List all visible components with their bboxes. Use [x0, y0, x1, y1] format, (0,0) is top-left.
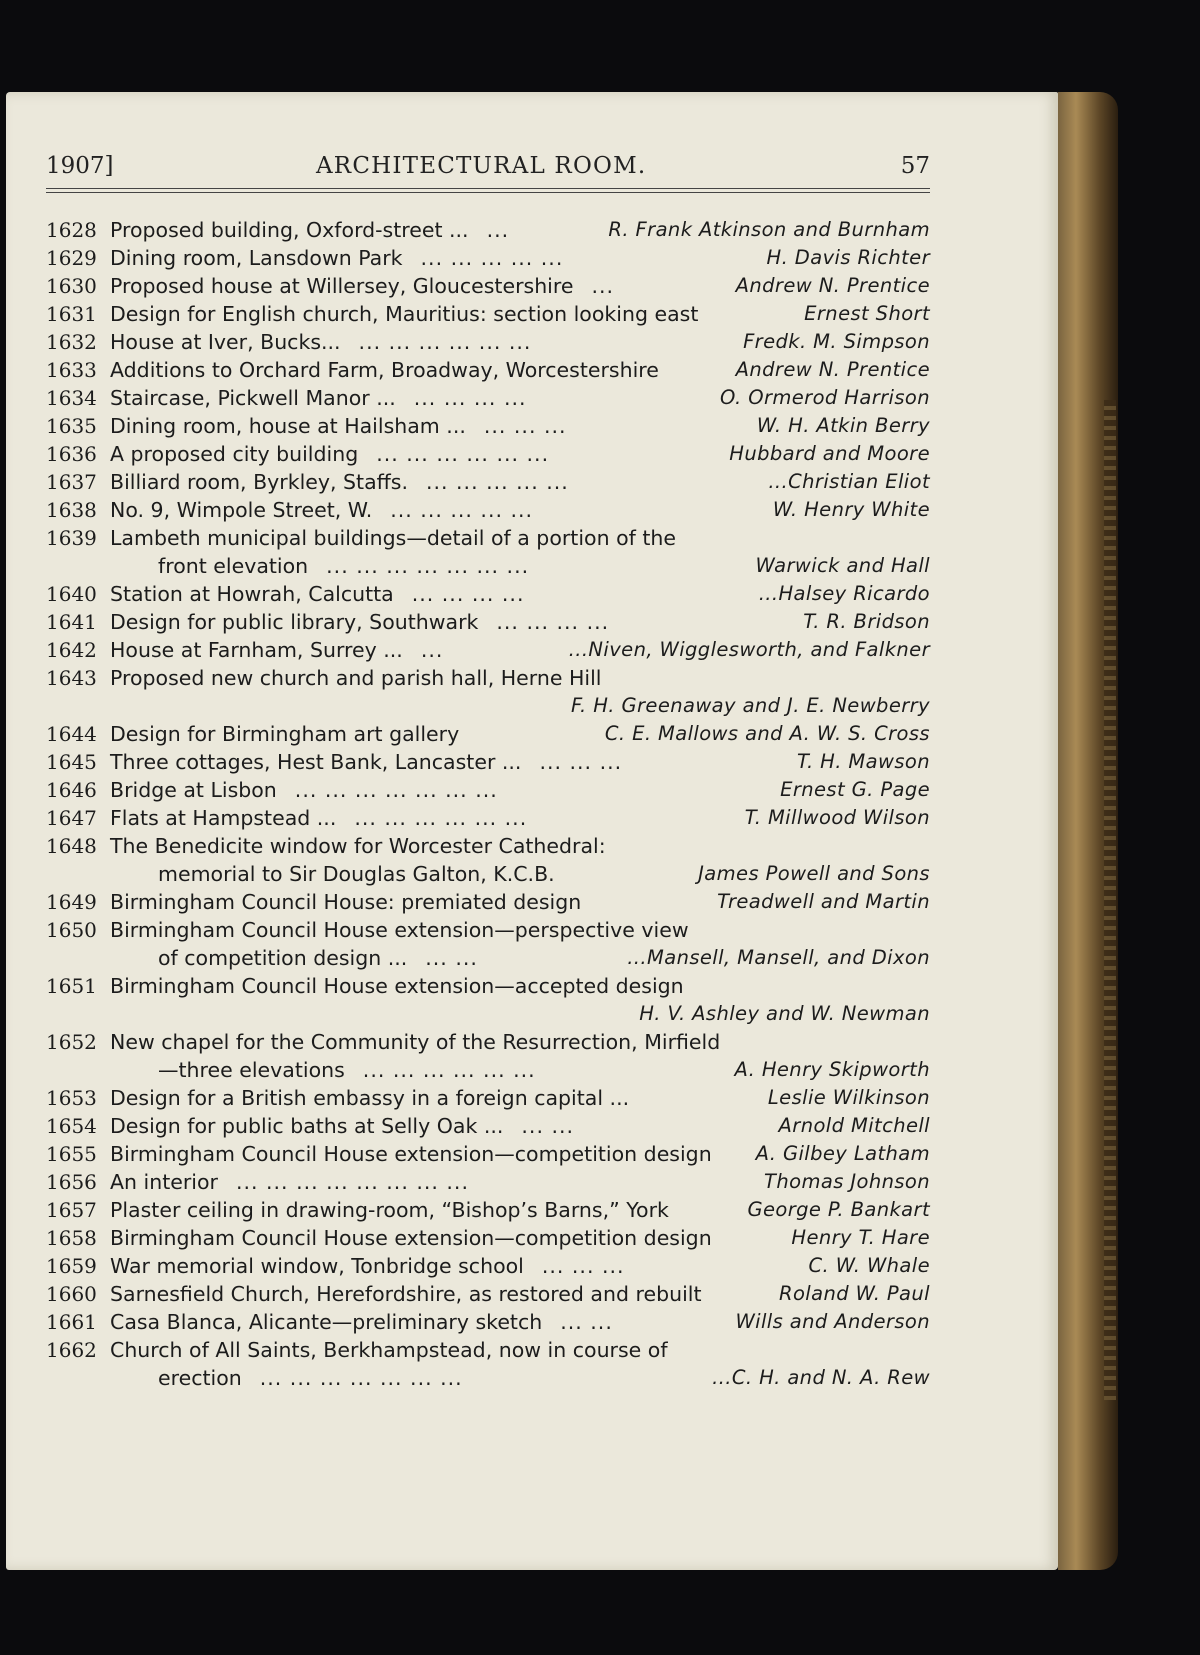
header-rule-top	[46, 188, 930, 189]
catalogue-entries	[46, 216, 930, 1392]
entry-line	[46, 748, 930, 776]
entry-number: 1657	[46, 1198, 97, 1222]
catalogue-entry	[46, 1336, 930, 1392]
entry-line	[46, 524, 930, 552]
entry-number: 1645	[46, 750, 97, 774]
entry-number: 1636	[46, 442, 97, 466]
entry-title: Casa Blanca, Alicante—preliminary sketch	[110, 1310, 543, 1334]
leader-dots: ... ...	[425, 946, 478, 970]
entry-line	[46, 1252, 930, 1280]
catalogue-entry	[46, 412, 930, 440]
entry-line	[46, 1056, 930, 1084]
entry-number: 1646	[46, 778, 97, 802]
artist-name: A. Gilbey Latham	[755, 1142, 930, 1165]
entry-number: 1658	[46, 1226, 97, 1250]
artist-name: T. Millwood Wilson	[744, 806, 930, 829]
entry-title: Birmingham Council House extension—accepted design	[110, 974, 684, 998]
entry-title: Design for a British embassy in a foreign capital ...	[110, 1086, 630, 1110]
entry-line	[46, 1196, 930, 1224]
catalogue-entry	[46, 328, 930, 356]
leader-dots: ... ... ... ...	[413, 386, 527, 410]
artist-name: W. H. Atkin Berry	[756, 414, 930, 437]
entry-title: Sarnesfield Church, Herefordshire, as restored and rebuilt	[110, 1282, 702, 1306]
artist-name: ...C. H. and N. A. Rew	[712, 1366, 930, 1389]
entry-title: Three cottages, Hest Bank, Lancaster ...	[110, 750, 522, 774]
catalogue-entry	[46, 1280, 930, 1308]
artist-name: ...Niven, Wigglesworth, and Falkner	[568, 638, 930, 661]
entry-line	[46, 412, 930, 440]
catalogue-entry	[46, 300, 930, 328]
entry-line	[46, 608, 930, 636]
entry-title: Design for public baths at Selly Oak ...	[110, 1114, 504, 1138]
entry-number: 1631	[46, 302, 97, 326]
entry-title: A proposed city building	[110, 442, 359, 466]
entry-number: 1629	[46, 246, 97, 270]
entry-line	[46, 300, 930, 328]
entry-title: Birmingham Council House: premiated design	[110, 890, 582, 914]
catalogue-entry	[46, 440, 930, 468]
artist-name: F. H. Greenaway and J. E. Newberry	[570, 694, 930, 717]
artist-name: Ernest G. Page	[780, 778, 930, 801]
artist-name: C. E. Mallows and A. W. S. Cross	[604, 722, 930, 745]
artist-name: Warwick and Hall	[755, 554, 930, 577]
artist-name: O. Ormerod Harrison	[720, 386, 930, 409]
artist-name: Ernest Short	[804, 302, 930, 325]
catalogue-entry	[46, 888, 930, 916]
entry-number: 1642	[46, 638, 97, 662]
catalogue-entry	[46, 496, 930, 524]
leader-dots: ... ... ...	[541, 1254, 625, 1278]
artist-name: C. W. Whale	[808, 1254, 930, 1277]
leader-dots: ... ...	[521, 1114, 575, 1138]
entry-number: 1655	[46, 1142, 97, 1166]
artist-name: H. V. Ashley and W. Newman	[639, 1002, 930, 1025]
entry-number: 1662	[46, 1338, 97, 1362]
artist-name: Andrew N. Prentice	[735, 274, 930, 297]
catalogue-entry	[46, 1112, 930, 1140]
catalogue-entry	[46, 356, 930, 384]
catalogue-entry	[46, 216, 930, 244]
entry-title: Billiard room, Byrkley, Staffs.	[110, 470, 408, 494]
entry-title: Dining room, house at Hailsham ...	[110, 414, 466, 438]
leader-dots: ... ... ...	[539, 750, 623, 774]
catalogue-entry	[46, 776, 930, 804]
entry-line	[46, 1168, 930, 1196]
catalogue-entry	[46, 972, 930, 1028]
catalogue-entry	[46, 1028, 930, 1084]
entry-number: 1649	[46, 890, 97, 914]
entry-number: 1632	[46, 330, 97, 354]
leader-dots: ... ... ... ... ... ...	[358, 330, 532, 354]
artist-name: Arnold Mitchell	[778, 1114, 930, 1137]
entry-line	[46, 720, 930, 748]
entry-title: Proposed building, Oxford-street ...	[110, 218, 469, 242]
entry-title: Design for public library, Southwark	[110, 610, 479, 634]
leader-dots: ... ... ... ... ... ...	[376, 442, 550, 466]
entry-line	[46, 496, 930, 524]
entry-number: 1652	[46, 1030, 97, 1054]
entry-line	[46, 1280, 930, 1308]
entry-line	[46, 1028, 930, 1056]
entry-title: memorial to Sir Douglas Galton, K.C.B.	[158, 862, 555, 886]
entry-title: erection	[158, 1366, 242, 1390]
entry-title: No. 9, Wimpole Street, W.	[110, 498, 373, 522]
entry-line	[46, 1112, 930, 1140]
entry-number: 1635	[46, 414, 97, 438]
catalogue-entry	[46, 804, 930, 832]
artist-name: Treadwell and Martin	[717, 890, 930, 913]
leader-dots: ... ... ... ... ... ...	[362, 1058, 536, 1082]
entry-line	[46, 860, 930, 888]
running-head-title: ARCHITECTURAL ROOM.	[316, 153, 647, 179]
entry-number: 1639	[46, 526, 97, 550]
catalogue-entry	[46, 832, 930, 888]
entry-title: House at Iver, Bucks...	[110, 330, 341, 354]
entry-artist-line	[46, 1000, 930, 1028]
entry-line	[46, 888, 930, 916]
entry-title: The Benedicite window for Worcester Cathedral:	[110, 834, 606, 858]
entry-line	[46, 664, 930, 692]
artist-name: James Powell and Sons	[698, 862, 930, 885]
entry-title: Birmingham Council House extension—perspective view	[110, 918, 689, 942]
entry-title: Station at Howrah, Calcutta	[110, 582, 394, 606]
entry-line	[46, 328, 930, 356]
leader-dots: ... ... ... ... ... ... ...	[326, 554, 530, 578]
entry-number: 1651	[46, 974, 97, 998]
entry-number: 1641	[46, 610, 97, 634]
artist-name: T. R. Bridson	[803, 610, 930, 633]
book-spine-texture	[1104, 400, 1116, 1400]
artist-name: Fredk. M. Simpson	[743, 330, 930, 353]
entry-number: 1660	[46, 1282, 97, 1306]
entry-line	[46, 552, 930, 580]
entry-line	[46, 636, 930, 664]
entry-number: 1633	[46, 358, 97, 382]
artist-name: Wills and Anderson	[735, 1310, 930, 1333]
entry-number: 1661	[46, 1310, 97, 1334]
entry-line	[46, 1308, 930, 1336]
artist-name: H. Davis Richter	[766, 246, 930, 269]
entry-artist-line	[46, 692, 930, 720]
entry-title: New chapel for the Community of the Resurrection, Mirfield	[110, 1030, 721, 1054]
entry-number: 1644	[46, 722, 97, 746]
catalogue-entry	[46, 1252, 930, 1280]
entry-title: Birmingham Council House extension—competition design	[110, 1142, 712, 1166]
entry-title: Lambeth municipal buildings—detail of a portion of the	[110, 526, 676, 550]
running-head	[46, 153, 930, 187]
entry-title: of competition design ...	[158, 946, 408, 970]
artist-name: Thomas Johnson	[764, 1170, 930, 1193]
entry-number: 1647	[46, 806, 97, 830]
leader-dots: ...	[486, 218, 510, 242]
entry-line	[46, 972, 930, 1000]
entry-line	[46, 832, 930, 860]
entry-title: War memorial window, Tonbridge school	[110, 1254, 524, 1278]
entry-number: 1643	[46, 666, 97, 690]
entry-line	[46, 1364, 930, 1392]
entry-title: Design for English church, Mauritius: section looking east	[110, 302, 699, 326]
entry-title: House at Farnham, Surrey ...	[110, 638, 403, 662]
entry-line	[46, 440, 930, 468]
catalogue-entry	[46, 748, 930, 776]
leader-dots: ... ... ... ... ...	[425, 470, 569, 494]
entry-number: 1648	[46, 834, 97, 858]
artist-name: A. Henry Skipworth	[734, 1058, 930, 1081]
artist-name: Hubbard and Moore	[729, 442, 930, 465]
artist-name: R. Frank Atkinson and Burnham	[608, 218, 930, 241]
artist-name: Henry T. Hare	[791, 1226, 930, 1249]
catalogue-entry	[46, 524, 930, 580]
catalogue-entry	[46, 1308, 930, 1336]
entry-line	[46, 384, 930, 412]
entry-number: 1654	[46, 1114, 97, 1138]
entry-title: Additions to Orchard Farm, Broadway, Worcestershire	[110, 358, 659, 382]
artist-name: Roland W. Paul	[779, 1282, 930, 1305]
entry-title: Proposed new church and parish hall, Herne Hill	[110, 666, 602, 690]
catalogue-entry	[46, 1196, 930, 1224]
entry-number: 1653	[46, 1086, 97, 1110]
catalogue-entry	[46, 1224, 930, 1252]
artist-name: T. H. Mawson	[796, 750, 930, 773]
entry-number: 1637	[46, 470, 97, 494]
page-number: 57	[900, 153, 930, 179]
entry-line	[46, 580, 930, 608]
leader-dots: ... ... ...	[483, 414, 567, 438]
catalogue-entry	[46, 720, 930, 748]
entry-line	[46, 776, 930, 804]
entry-title: front elevation	[158, 554, 309, 578]
entry-line	[46, 244, 930, 272]
catalogue-entry	[46, 664, 930, 720]
entry-title: Staircase, Pickwell Manor ...	[110, 386, 396, 410]
entry-line	[46, 272, 930, 300]
entry-title: Birmingham Council House extension—competition design	[110, 1226, 712, 1250]
artist-name: ...Halsey Ricardo	[758, 582, 930, 605]
catalogue-entry	[46, 244, 930, 272]
entry-line	[46, 916, 930, 944]
entry-title: Dining room, Lansdown Park	[110, 246, 403, 270]
artist-name: Leslie Wilkinson	[767, 1086, 930, 1109]
catalogue-entry	[46, 384, 930, 412]
entry-line	[46, 1224, 930, 1252]
catalogue-entry	[46, 1140, 930, 1168]
entry-line	[46, 216, 930, 244]
entry-line	[46, 1084, 930, 1112]
entry-line	[46, 1336, 930, 1364]
catalogue-entry	[46, 1168, 930, 1196]
leader-dots: ... ...	[560, 1310, 613, 1334]
artist-name: ...Mansell, Mansell, and Dixon	[627, 946, 930, 969]
catalogue-entry	[46, 608, 930, 636]
entry-title: Flats at Hampstead ...	[110, 806, 337, 830]
catalogue-entry	[46, 916, 930, 972]
catalogue-entry	[46, 636, 930, 664]
leader-dots: ... ... ... ... ... ...	[354, 806, 528, 830]
leader-dots: ... ... ... ...	[411, 582, 525, 606]
header-rule-bottom	[46, 192, 930, 193]
entry-line	[46, 944, 930, 972]
entry-title: Bridge at Lisbon	[110, 778, 277, 802]
leader-dots: ... ... ... ... ...	[420, 246, 564, 270]
entry-title: Plaster ceiling in drawing-room, “Bishop’s Barns,” York	[110, 1198, 669, 1222]
entry-title: Church of All Saints, Berkhampstead, now in course of	[110, 1338, 668, 1362]
leader-dots: ...	[420, 638, 444, 662]
leader-dots: ... ... ... ...	[496, 610, 610, 634]
entry-number: 1638	[46, 498, 97, 522]
artist-name: George P. Bankart	[747, 1198, 930, 1221]
entry-title: Design for Birmingham art gallery	[110, 722, 460, 746]
entry-number: 1628	[46, 218, 97, 242]
artist-name: ...Christian Eliot	[768, 470, 930, 493]
entry-line	[46, 356, 930, 384]
entry-number: 1630	[46, 274, 97, 298]
entry-line	[46, 1140, 930, 1168]
entry-number: 1650	[46, 918, 97, 942]
entry-number: 1634	[46, 386, 97, 410]
entry-title: —three elevations	[158, 1058, 345, 1082]
leader-dots: ... ... ... ... ... ... ...	[294, 778, 498, 802]
entry-number: 1659	[46, 1254, 97, 1278]
entry-number: 1656	[46, 1170, 97, 1194]
artist-name: W. Henry White	[772, 498, 930, 521]
entry-line	[46, 468, 930, 496]
running-head-year: 1907]	[46, 153, 114, 179]
entry-line	[46, 804, 930, 832]
entry-number: 1640	[46, 582, 97, 606]
leader-dots: ... ... ... ... ... ... ...	[259, 1366, 463, 1390]
entry-title: Proposed house at Willersey, Gloucestershire	[110, 274, 574, 298]
catalogue-entry	[46, 468, 930, 496]
catalogue-entry	[46, 580, 930, 608]
catalogue-entry	[46, 272, 930, 300]
leader-dots: ...	[591, 274, 615, 298]
artist-name: Andrew N. Prentice	[735, 358, 930, 381]
leader-dots: ... ... ... ... ... ... ... ...	[235, 1170, 469, 1194]
leader-dots: ... ... ... ... ...	[390, 498, 534, 522]
catalogue-entry	[46, 1084, 930, 1112]
entry-title: An interior	[110, 1170, 218, 1194]
